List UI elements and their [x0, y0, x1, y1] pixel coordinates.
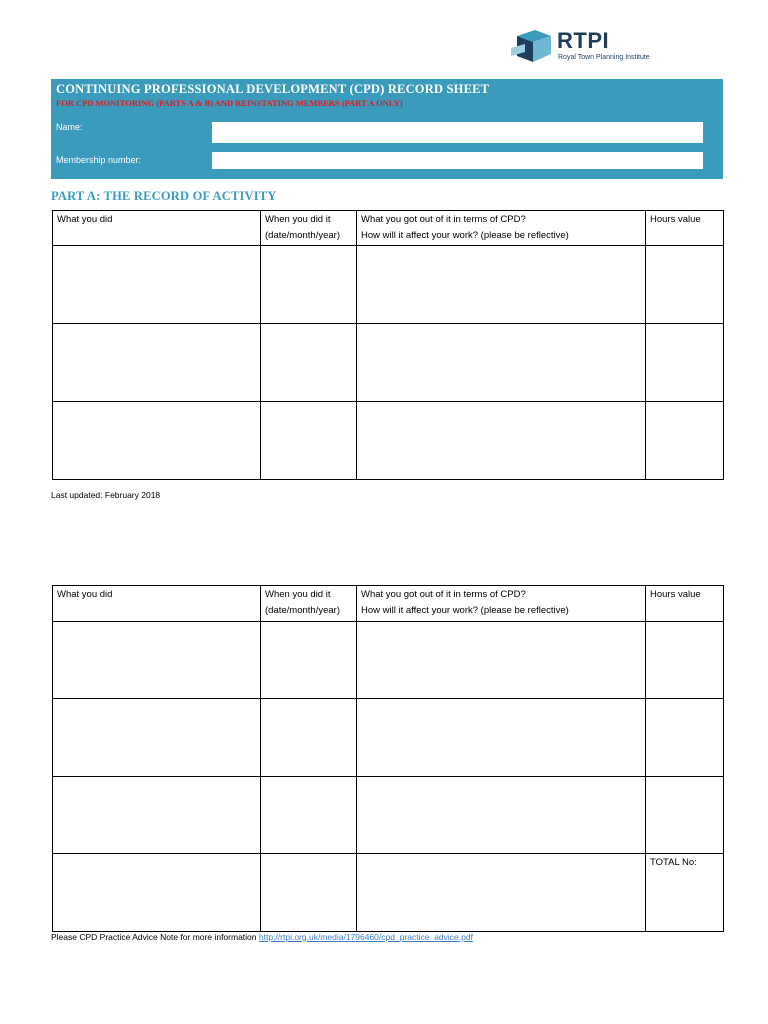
table-header-row — [53, 586, 724, 622]
last-updated-note: Last updated: February 2018 — [51, 490, 161, 500]
rtpi-cube-icon — [511, 26, 555, 66]
part-a-heading: PART A: THE RECORD OF ACTIVITY — [51, 189, 277, 203]
what-cell[interactable] — [53, 777, 261, 854]
what-cell[interactable] — [53, 246, 261, 324]
table-row — [53, 402, 724, 480]
header-hours-value: Hours value — [646, 586, 724, 622]
table-row — [53, 699, 724, 777]
when-cell[interactable] — [261, 622, 357, 699]
what-cell[interactable] — [53, 622, 261, 699]
got-cell[interactable] — [357, 324, 646, 402]
header-what-you-got: What you got out of it in terms of CPD? How will it affect your work? (please be reflective) — [357, 586, 646, 622]
got-cell[interactable] — [357, 699, 646, 777]
cpd-advice-link[interactable]: http://rtpi.org.uk/media/1796460/cpd_practice_advice.pdf — [258, 932, 473, 942]
name-label: Name: — [56, 122, 83, 132]
got-cell[interactable] — [357, 777, 646, 854]
table-header-row — [53, 211, 724, 246]
activity-table-1 — [52, 210, 724, 480]
table-row — [53, 777, 724, 854]
activity-table-2 — [52, 585, 724, 932]
page-title: CONTINUING PROFESSIONAL DEVELOPMENT (CPD) RECORD SHEET — [56, 82, 490, 96]
rtpi-logo — [505, 20, 655, 72]
hours-cell[interactable] — [646, 402, 724, 480]
table-row — [53, 854, 724, 932]
header-what-you-did: What you did — [53, 211, 261, 246]
page-subtitle: FOR CPD MONITORING (PARTS A & B) AND REINSTATING MEMBERS (PART A ONLY) — [56, 98, 403, 108]
when-cell[interactable] — [261, 324, 357, 402]
got-cell[interactable] — [357, 402, 646, 480]
header-what-you-got: What you got out of it in terms of CPD? How will it affect your work? (please be reflective) — [357, 211, 646, 246]
when-cell[interactable] — [261, 854, 357, 932]
hours-cell[interactable] — [646, 699, 724, 777]
header-hours-value: Hours value — [646, 211, 724, 246]
hours-cell[interactable] — [646, 246, 724, 324]
total-cell[interactable] — [646, 854, 724, 932]
table-row — [53, 246, 724, 324]
when-cell[interactable] — [261, 777, 357, 854]
when-cell[interactable] — [261, 699, 357, 777]
hours-cell[interactable] — [646, 622, 724, 699]
when-cell[interactable] — [261, 246, 357, 324]
table-row — [53, 324, 724, 402]
what-cell[interactable] — [53, 402, 261, 480]
footer-text: Please CPD Practice Advice Note for more information — [51, 932, 257, 942]
total-label: TOTAL No: — [650, 857, 697, 868]
hours-cell[interactable] — [646, 324, 724, 402]
header-when-you-did-it: When you did it (date/month/year) — [261, 211, 357, 246]
membership-number-label: Membership number: — [56, 155, 142, 165]
got-cell[interactable] — [357, 246, 646, 324]
when-cell[interactable] — [261, 402, 357, 480]
what-cell[interactable] — [53, 699, 261, 777]
what-cell[interactable] — [53, 324, 261, 402]
header-when-you-did-it: When you did it (date/month/year) — [261, 586, 357, 622]
logo-wordmark: RTPI — [557, 28, 610, 53]
name-field[interactable] — [212, 122, 703, 143]
footer-note — [51, 932, 473, 942]
header-banner — [51, 79, 723, 179]
table-row — [53, 622, 724, 699]
what-cell[interactable] — [53, 854, 261, 932]
membership-number-field[interactable] — [212, 152, 703, 169]
header-what-you-did: What you did — [53, 586, 261, 622]
hours-cell[interactable] — [646, 777, 724, 854]
got-cell[interactable] — [357, 622, 646, 699]
got-cell[interactable] — [357, 854, 646, 932]
logo-subtitle: Royal Town Planning Institute — [558, 54, 650, 61]
